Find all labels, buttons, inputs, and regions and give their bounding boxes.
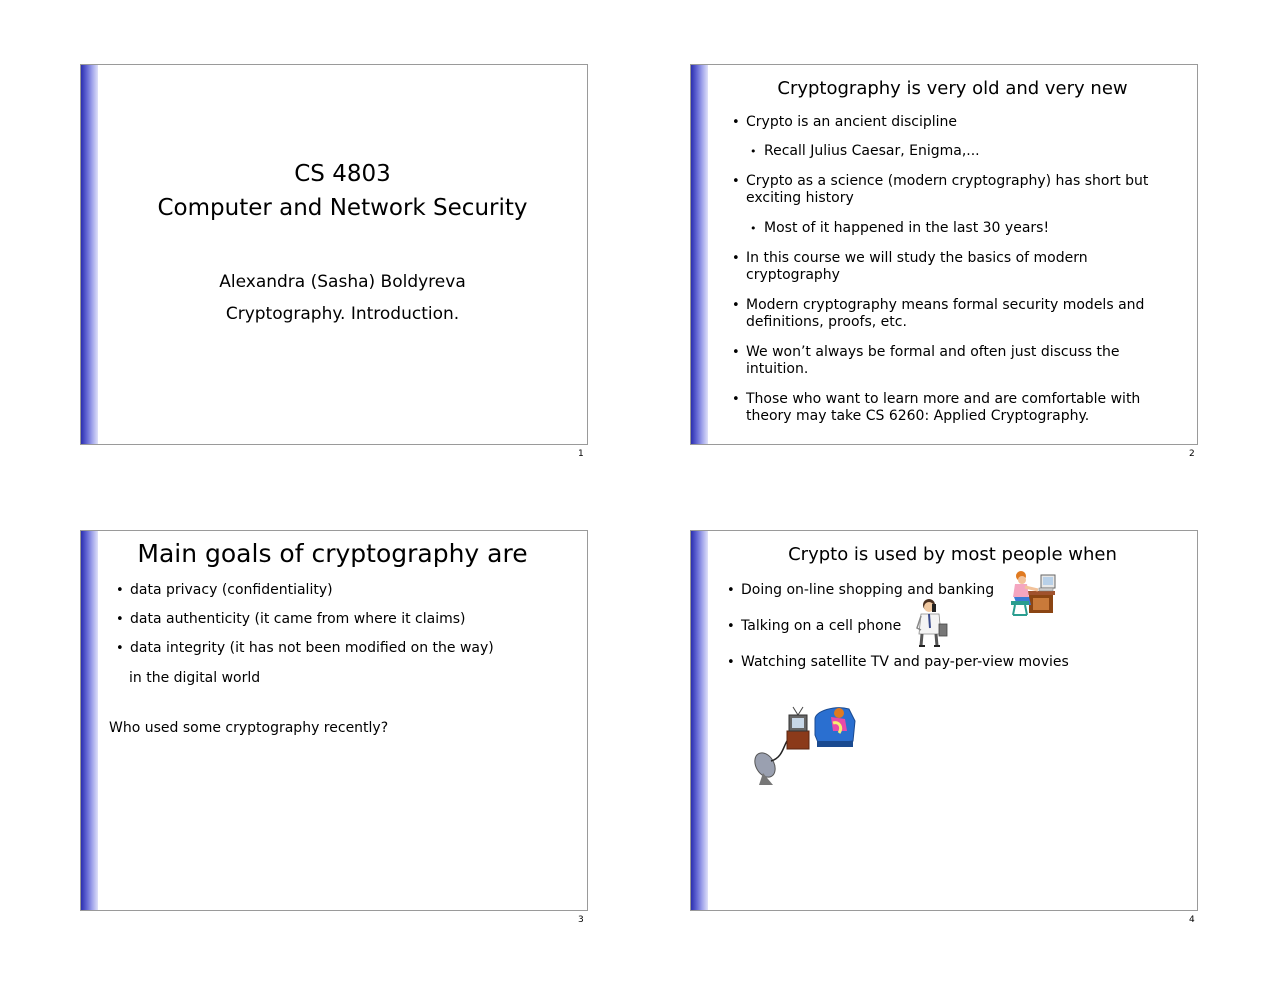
bullet-item: • Doing on-line shopping and banking [727, 582, 1167, 599]
bullet-item: • Crypto as a science (modern cryptography) has short but exciting history [732, 173, 1172, 207]
bullet-item: • We won’t always be formal and often just discuss the intuition. [732, 344, 1172, 378]
slide-title: Cryptography is very old and very new [777, 78, 1128, 99]
slide-title-line1: CS 4803 [294, 161, 391, 187]
slide-accent-bar [81, 531, 98, 910]
page-number-1: 1 [578, 449, 584, 459]
slide-accent-bar [81, 65, 98, 444]
slide-accent-bar [691, 531, 708, 910]
bullet-item: • data privacy (confidentiality) [116, 582, 576, 599]
slide-1 [80, 64, 588, 445]
slide-accent-bar [691, 65, 708, 444]
bullet-item: • Modern cryptography means formal security models and definitions, proofs, etc. [732, 297, 1172, 331]
bullet-list [732, 114, 1172, 425]
sub-bullet-item: • Most of it happened in the last 30 years! [732, 220, 1172, 237]
bullet-item: • Watching satellite TV and pay-per-view movies [727, 654, 1167, 671]
bullet-item: • data integrity (it has not been modified on the way) [116, 640, 576, 657]
bullet-item: • data authenticity (it came from where it claims) [116, 611, 576, 628]
slide-subtitle: Cryptography. Introduction. [225, 304, 460, 324]
bullet-item: • Crypto is an ancient discipline [732, 114, 1172, 131]
slide-title-line2: Computer and Network Security [157, 195, 528, 221]
page-number-3: 3 [578, 915, 584, 925]
page-number-4: 4 [1189, 915, 1195, 925]
bullet-item: • In this course we will study the basics of modern cryptography [732, 250, 1172, 284]
slide-4 [690, 530, 1198, 911]
person-at-computer-icon [1005, 571, 1057, 617]
slide-title: Main goals of cryptography are [137, 539, 528, 568]
slide-author: Alexandra (Sasha) Boldyreva [219, 272, 466, 292]
bullet-list [116, 582, 576, 657]
bullet-item: • Those who want to learn more and are comfortable with theory may take CS 6260: Applied Cryptography. [732, 391, 1172, 425]
page-number-2: 2 [1189, 449, 1195, 459]
question-text: Who used some cryptography recently? [109, 720, 389, 736]
bullet-item: • Talking on a cell phone [727, 618, 1167, 635]
slide-2 [690, 64, 1198, 445]
sub-bullet-item: • Recall Julius Caesar, Enigma,... [732, 143, 1172, 160]
man-on-phone-icon [915, 598, 949, 648]
slide-title: Crypto is used by most people when [788, 544, 1117, 565]
slide-3 [80, 530, 588, 911]
satellite-tv-viewer-icon [749, 701, 861, 787]
tail-text: in the digital world [129, 670, 261, 686]
